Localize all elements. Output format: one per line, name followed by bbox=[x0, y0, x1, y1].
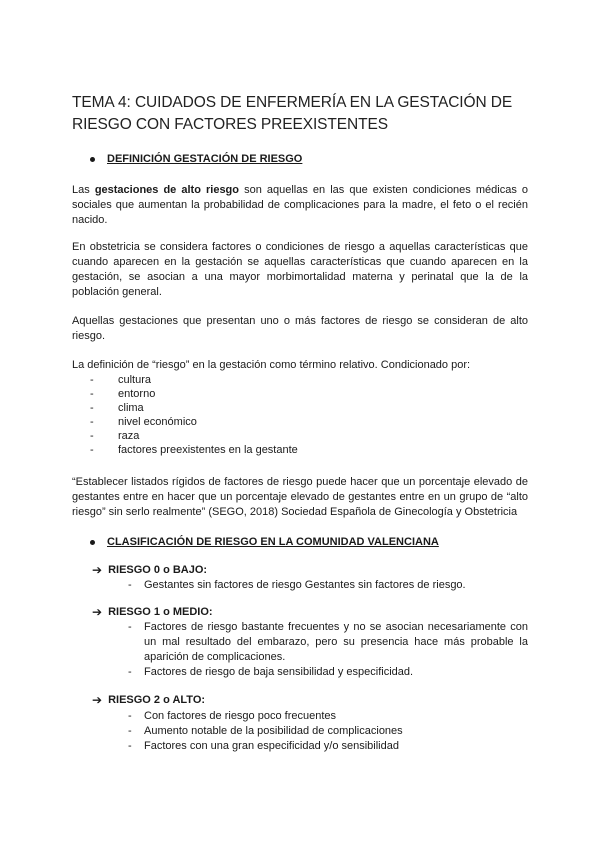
risk-heading-2 bbox=[92, 693, 205, 707]
document-title: TEMA 4: CUIDADOS DE ENFERMERÍA EN LA GESTACIÓN DE RIESGO CON FACTORES PREEXISTENTES bbox=[72, 94, 513, 133]
risk-heading-0 bbox=[92, 563, 207, 577]
list-item: - Con factores de riesgo poco frecuentes bbox=[128, 710, 337, 722]
quote-sego: “Establecer listados rígidos de factores de riesgo puede hacer que un porcentaje elevado de gestantes entre en hacer que un porcentaje elevado de gestantes entre en un grupo de “alto riesgo” sin serlo realmente” (SEGO, 2018) Sociedad Española de Ginecología y Obstetricia bbox=[72, 476, 528, 518]
list-item: - Gestantes sin factores de riesgo Gestantes sin factores de riesgo. bbox=[128, 579, 466, 591]
dash-icon: - bbox=[90, 388, 94, 400]
paragraph-obstetrics: En obstetricia se considera factores o condiciones de riesgo a aquellas características que cuando aparecen en la gestación se aquellas características que cuando aparecen en la gestación, se asocian a una mayor morbimortalidad materna y perinatal que la de la población general. bbox=[72, 241, 528, 298]
dash-icon: - bbox=[128, 740, 132, 752]
paragraph-text: Las bbox=[72, 184, 95, 196]
paragraph-high-risk: Aquellas gestaciones que presentan uno o más factores de riesgo se consideran de alto riesgo. bbox=[72, 315, 528, 342]
list-item: - factores preexistentes en la gestante bbox=[90, 444, 298, 456]
list-item: - clima bbox=[90, 402, 144, 414]
list-item: - Aumento notable de la posibilidad de complicaciones bbox=[128, 725, 403, 737]
risk-label: RIESGO 2 o ALTO: bbox=[108, 694, 206, 706]
dash-icon: - bbox=[128, 710, 132, 722]
risk-label: RIESGO 0 o BAJO: bbox=[108, 564, 208, 576]
list-item: - entorno bbox=[90, 388, 156, 400]
dash-icon: - bbox=[90, 430, 94, 442]
list-item: - Factores de riesgo de baja sensibilidad y especificidad. bbox=[128, 666, 414, 678]
arrow-right-icon: ➔ bbox=[92, 563, 103, 577]
section-heading-classification bbox=[90, 536, 439, 548]
list-item: - Factores de riesgo bastante frecuentes y no se asocian necesariamente con un mal resultado del embarazo, pero su presencia hace más probable la aparición de complicaciones. bbox=[128, 621, 528, 663]
dash-icon: - bbox=[90, 374, 94, 386]
dash-icon: - bbox=[128, 621, 132, 633]
paragraph-text: son aquellas en las que existen condiciones médicas o sociales que aumentan la probabilidad de complicaciones para la madre, el feto o el recién nacido. bbox=[72, 184, 529, 226]
paragraph-definition bbox=[72, 183, 528, 228]
dash-icon: - bbox=[128, 666, 132, 678]
risk-0-list bbox=[128, 578, 528, 593]
risk-label: RIESGO 1 o MEDIO: bbox=[108, 606, 213, 618]
section-heading-text: CLASIFICACIÓN DE RIESGO EN LA COMUNIDAD VALENCIANA bbox=[107, 536, 439, 548]
paragraph-risk-definition: La definición de “riesgo” en la gestación como término relativo. Condicionado por: bbox=[72, 359, 471, 371]
arrow-right-icon: ➔ bbox=[92, 605, 103, 619]
section-heading-definition bbox=[90, 153, 302, 165]
dash-icon: - bbox=[128, 579, 132, 591]
bullet-icon bbox=[90, 157, 95, 162]
list-item: - nivel económico bbox=[90, 416, 197, 428]
dash-icon: - bbox=[90, 402, 94, 414]
dash-icon: - bbox=[128, 725, 132, 737]
conditions-list bbox=[90, 373, 298, 457]
bullet-icon bbox=[90, 540, 95, 545]
dash-icon: - bbox=[90, 444, 94, 456]
section-heading-text: DEFINICIÓN GESTACIÓN DE RIESGO bbox=[107, 153, 303, 165]
risk-2-list bbox=[128, 709, 528, 754]
risk-1-list bbox=[128, 620, 528, 680]
list-item: - Factores con una gran especificidad y/o sensibilidad bbox=[128, 740, 399, 752]
bold-term: gestaciones de alto riesgo bbox=[94, 184, 240, 196]
arrow-right-icon: ➔ bbox=[92, 693, 103, 707]
risk-heading-1 bbox=[92, 605, 213, 619]
list-item: - raza bbox=[90, 430, 140, 442]
dash-icon: - bbox=[90, 416, 94, 428]
list-item: - cultura bbox=[90, 374, 152, 386]
